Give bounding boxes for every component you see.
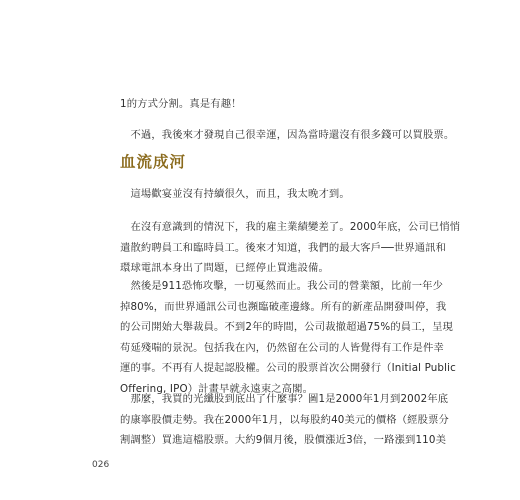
text-line: Offering, IPO）計畫早就永遠束之高閣。 — [120, 382, 314, 395]
text-line: 割調整）買進這檔股票。大約9個月後，股價漲近3倍，一路漲到110美 — [120, 434, 447, 447]
text-line: 1的方式分割。真是有趣！ — [120, 98, 242, 110]
page-number: 026 — [92, 460, 110, 470]
text-line: 環球電訊本身出了問題，已經停止買進設備。 — [120, 262, 329, 275]
text-line: 不過，我後來才發現自己很幸運，因為當時還沒有很多錢可以買股票。 — [120, 129, 455, 141]
text-line: 苟延殘喘的景況。包括我在內，仍然留在公司的人皆覺得有工作是件幸 — [120, 341, 444, 354]
text-line: 那麼，我買的光纖股到底出了什麼事？圖1是2000年1月到2002年底 — [120, 393, 449, 405]
text-line: 運的事。不再有人提起認股權。公司的股票首次公開發行（Initial Public — [120, 362, 456, 375]
paragraph-continuation — [120, 94, 410, 115]
text-line: 的康寧股價走勢。我在2000年1月，以每股約40美元的價格（經股票分 — [120, 413, 449, 426]
paragraph-stock-price — [120, 389, 449, 451]
paragraph-lucky — [120, 125, 455, 146]
paragraph-employer-change — [120, 217, 461, 279]
text-line: 這場歡宴並沒有持續很久，而且，我太晚才到。 — [120, 188, 350, 200]
text-line: 遣散約聘員工和臨時員工。後來才知道，我們的最大客戶──世界通訊和 — [120, 241, 447, 254]
text-line: 的公司開始大舉裁員。不到2年的時間，公司裁撤超過75%的員工，呈現 — [120, 321, 453, 334]
text-line: 在沒有意識到的情況下，我的雇主業績變差了。2000年底，公司已悄悄 — [120, 221, 461, 233]
text-line: 掉80%，而世界通訊公司也瀕臨破產邊緣。所有的新產品開發叫停，我 — [120, 300, 447, 313]
paragraph-911 — [120, 276, 456, 400]
text-line: 然後是911恐怖攻擊，一切戛然而止。我公司的營業額，比前一年少 — [120, 280, 444, 292]
section-heading: 血流成河 — [120, 153, 187, 171]
paragraph-party-over — [120, 184, 410, 205]
